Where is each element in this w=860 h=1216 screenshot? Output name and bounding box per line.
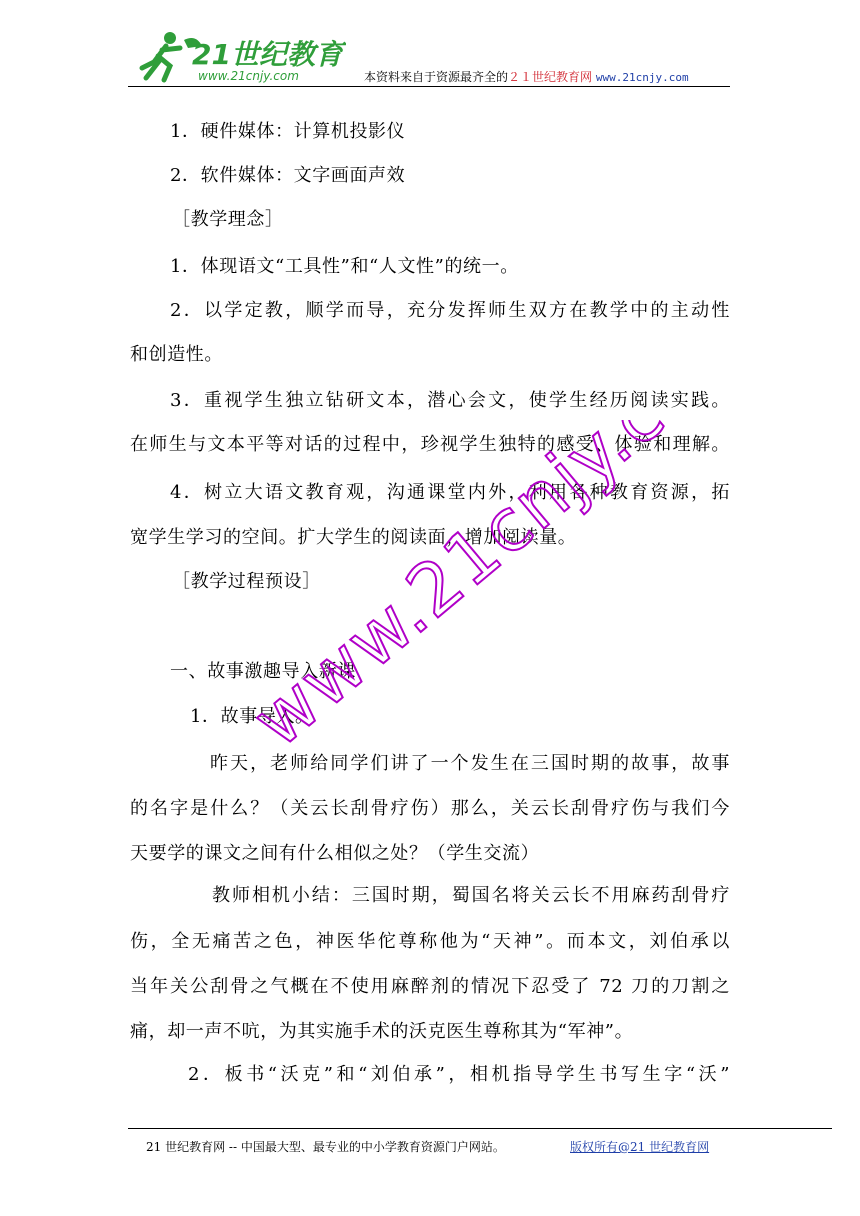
paragraph: 2．板书“沃克”和“刘伯承”，相机指导学生书写生字“沃” [188,1064,730,1085]
paragraph: 伤，全无痛苦之色，神医华佗尊称他为“天神”。而本文，刘伯承以 [130,931,730,952]
footer-text: 21 世纪教育网 -- 中国最大型、最专业的中小学教育资源门户网站。 [146,1140,505,1154]
paragraph: 3．重视学生独立钻研文本，潜心会文，使学生经历阅读实践。 [170,390,730,411]
paragraph: 1．硬件媒体：计算机投影仪 [170,121,406,142]
paragraph: 4．树立大语文教育观，沟通课堂内外，利用各种教育资源，拓 [170,482,730,503]
paragraph: 教师相机小结：三国时期，蜀国名将关云长不用麻药刮骨疗 [212,885,730,906]
section-heading: ［教学过程预设］ [172,571,321,592]
footer-copyright-link[interactable]: 版权所有@21 世纪教育网 [570,1140,710,1154]
watermark-text: www.21cnjy.com [240,420,680,764]
paragraph: 和创造性。 [130,344,223,365]
svg-text:21世纪教育: 21世纪教育 [192,38,343,71]
paragraph: 痛，却一声不吭，为其实施手术的沃克医生尊称其为“军神”。 [130,1021,634,1042]
paragraph: 2．软件媒体：文字画面声效 [170,165,406,186]
paragraph: 在师生与文本平等对话的过程中，珍视学生独特的感受、体验和理解。 [130,434,730,455]
paragraph: 1．故事导入。 [190,706,314,727]
header-note: 本资料来自于资源最齐全的２１世纪教育网 www.21cnjy.com [364,70,689,84]
paragraph: 天要学的课文之间有什么相似之处？（学生交流） [130,843,540,864]
section-heading: 一、故事激趣导入新课 [170,661,356,682]
svg-text:www.21cnjy.com: www.21cnjy.com [198,69,299,83]
paragraph: 的名字是什么？（关云长刮骨疗伤）那么，关云长刮骨疗伤与我们今 [130,798,730,819]
brand-name: ２１世纪教育网 [508,70,593,84]
section-heading: ［教学理念］ [172,209,284,230]
paragraph: 宽学生学习的空间。扩大学生的阅读面，增加阅读量。 [130,527,577,548]
header-url[interactable]: www.21cnjy.com [595,71,689,84]
paragraph: 昨天，老师给同学们讲了一个发生在三国时期的故事，故事 [210,753,730,774]
footer-rule [128,1128,832,1130]
paragraph: 当年关公刮骨之气概在不使用麻醉剂的情况下忍受了 72 刀的刀割之 [130,976,730,997]
paragraph: 2．以学定教，顺学而导，充分发挥师生双方在教学中的主动性 [170,300,730,321]
paragraph: 1．体现语文“工具性”和“人文性”的统一。 [170,256,519,277]
